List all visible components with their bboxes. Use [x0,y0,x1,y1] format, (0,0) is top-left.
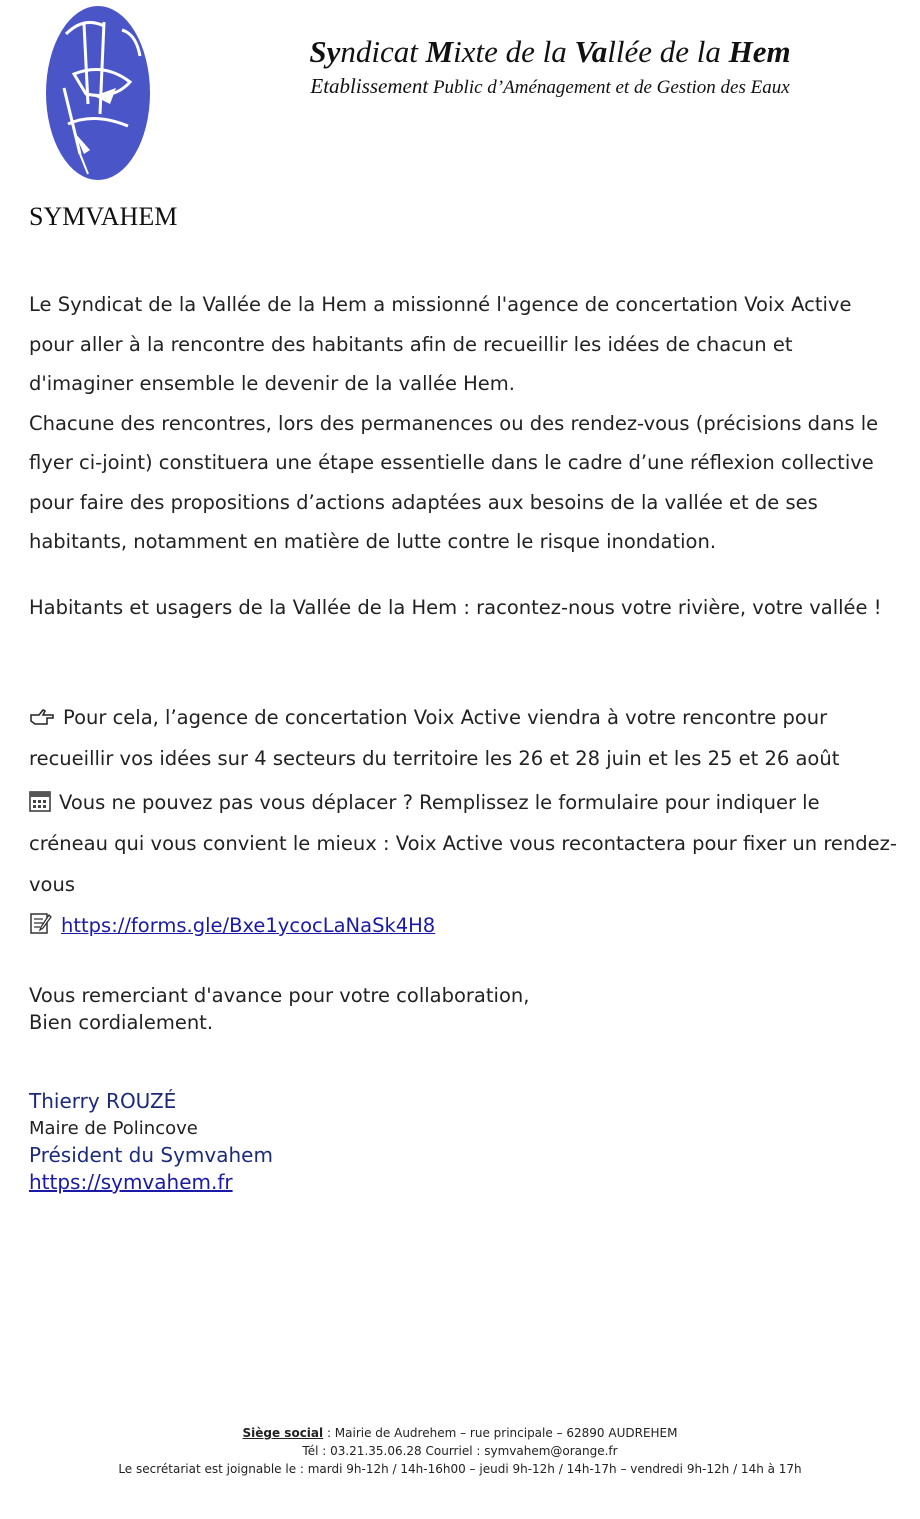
footer [0,1424,920,1478]
closing-thanks: Vous remerciant d'avance pour votre collaboration, [29,984,530,1007]
website-link[interactable]: https://symvahem.fr [29,1170,233,1194]
form-bullet-text: Vous ne pouvez pas vous déplacer ? Remplissez le formulaire pour indiquer le créneau qui vous convient le mieux : Voix Active vous recontactera pour fixer un rendez-vous [29,791,897,896]
closing-regards: Bien cordialement. [29,1011,214,1034]
footer-hours: Le secrétariat est joignable le : mardi 9h-12h / 14h-16h00 – jeudi 9h-12h / 14h-17h – vendredi 9h-12h / 14h à 17h [118,1462,802,1476]
symvahem-logo [44,4,152,182]
sender-name: SYMVAHEM [29,202,178,231]
closing [29,982,529,1036]
meet-bullet-text: Pour cela, l’agence de concertation Voix Active viendra à votre rencontre pour recueillir vos idées sur 4 secteurs du territoire les 26 et 28 juin et les 25 et 26 août [29,706,840,770]
signature-title: Président du Symvahem [29,1143,273,1167]
pointing-hand-icon [29,707,55,727]
call-to-action-paragraph: Habitants et usagers de la Vallée de la Hem : racontez-nous votre rivière, votre vallée ! [29,596,882,619]
signature-role: Maire de Polincove [29,1118,198,1139]
intro-paragraph [29,285,899,562]
form-link-row [29,907,899,945]
org-name-part: Sy [309,34,341,69]
intro-text: Le Syndicat de la Vallée de la Hem a missionné l'agence de concertation Voix Active pour aller à la rencontre des habitants afin de recueillir les idées de chacun et d'imaginer ensemble le devenir de la vallée Hem. [29,293,852,395]
org-name-part: llée de la [607,34,729,69]
org-name [230,36,870,67]
org-name-part: Hem [728,34,791,69]
org-subtitle-lead: Etablissement [310,74,429,98]
org-subtitle-rest: Public d’Aménagement et de Gestion des Eaux [428,77,790,98]
org-name-part: Va [574,34,608,69]
signature-block [29,1088,273,1197]
form-link[interactable]: https://forms.gle/Bxe1ycocLaNaSk4H8 [61,914,436,937]
org-name-part: ixte de la [453,34,575,69]
footer-label: Siège social [242,1426,324,1440]
org-name-part: M [425,34,454,69]
footer-address-line [0,1424,920,1442]
footer-contact: Tél : 03.21.35.06.28 Courriel : symvahem@orange.fr [302,1444,618,1458]
form-bullet [29,782,899,905]
org-subtitle [230,74,870,99]
memo-icon [29,911,53,935]
meetings-text: Chacune des rencontres, lors des permanences ou des rendez-vous (précisions dans le flyer ci-joint) constituera une étape essentielle dans le cadre d’une réflexion collective pour faire des propositions d’actions adaptées aux besoins de la vallée et de ses habitants, notamment en matière de lutte contre le risque inondation. [29,411,879,553]
footer-address: : Mairie de Audrehem – rue principale – 62890 AUDREHEM [323,1426,678,1440]
org-name-part: ndicat [340,34,426,69]
calendar-icon [29,790,51,812]
meet-bullet [29,697,899,779]
signature-name: Thierry ROUZÉ [29,1089,177,1113]
